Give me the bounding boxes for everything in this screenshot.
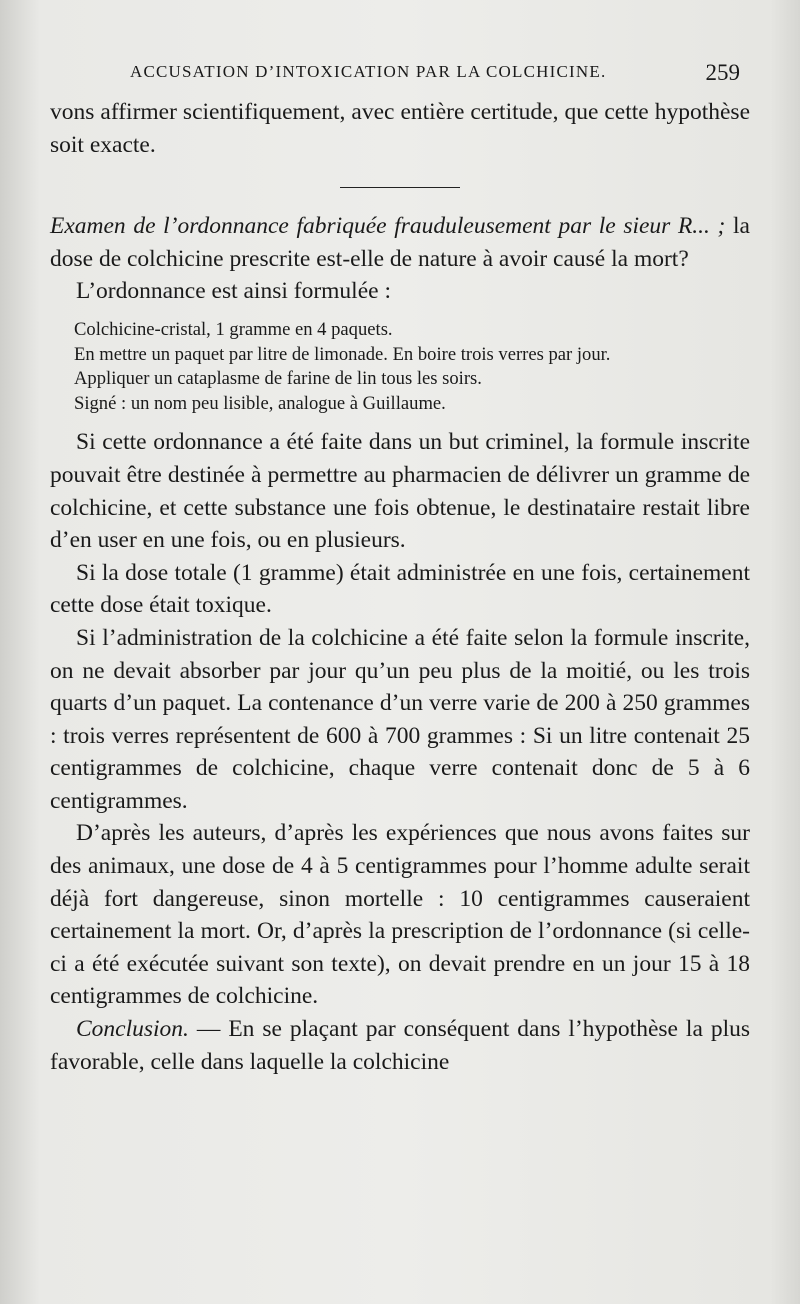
page-header — [130, 58, 740, 88]
section-heading — [50, 210, 750, 275]
conclusion-text: — En se plaçant par conséquent dans l’hypothèse la plus favorable, celle dans laquelle la colchicine — [50, 1016, 750, 1075]
paragraph-conclusion — [50, 1013, 750, 1078]
heading-italic: Examen de l’ordonnance fabriquée frauduleusement par le sieur R... ; — [50, 213, 726, 240]
paragraph-administration: Si l’administration de la colchicine a été faite selon la formule inscrite, on ne devait absorber par jour qu’un peu plus de la moitié, ou les trois quarts d’un paquet. La contenance d’un verre varie de 200 à 250 grammes : trois verres représentent de 600 à 700 grammes : Si un litre contenait 25 centigrammes de colchicine, chaque verre contenait donc de 5 à 6 centigrammes. — [50, 624, 750, 814]
prescription-block — [50, 318, 750, 416]
prescription-line: Colchicine-cristal, 1 gramme en 4 paquets. — [74, 318, 393, 340]
paragraph-intro: L’ordonnance est ainsi formulée : — [76, 278, 391, 305]
paragraph-total-dose: Si la dose totale (1 gramme) était administrée en une fois, certainement cette dose était toxique. — [50, 559, 750, 619]
heading-question: la dose de colchicine prescrite est-elle de nature à avoir causé la mort? — [50, 213, 750, 272]
page-number: 259 — [705, 60, 740, 85]
conclusion-label: Conclusion. — [76, 1016, 189, 1043]
paragraph-authors: D’après les auteurs, d’après les expériences que nous avons faites sur des animaux, une dose de 4 à 5 centigrammes pour l’homme adulte serait déjà fort dangereuse, sinon mortelle : 10 centigrammes causeraient certainement la mort. Or, d’après la prescription de l’ordonnance (si celle-ci a été exécutée suivant son texte), on devait prendre en un jour 15 à 18 centigrammes de colchicine. — [50, 820, 750, 1010]
paragraph-continuation: vons affirmer scientifiquement, avec entière certitude, que cette hypothèse soit exacte. — [50, 99, 750, 158]
body-text — [50, 96, 750, 1078]
running-head: ACCUSATION D’INTOXICATION PAR LA COLCHICINE. — [130, 62, 607, 81]
section-divider — [340, 187, 460, 188]
paragraph-criminal-aim: Si cette ordonnance a été faite dans un but criminel, la formule inscrite pouvait être destinée à permettre au pharmacien de délivrer un gramme de colchicine, et cette substance une fois obtenue, le destinataire restait libre d’en user en une fois, ou en plusieurs. — [50, 429, 750, 554]
prescription-line: Appliquer un cataplasme de farine de lin tous les soirs. — [74, 368, 482, 390]
prescription-line: Signé : un nom peu lisible, analogue à Guillaume. — [74, 392, 446, 414]
prescription-line: En mettre un paquet par litre de limonade. En boire trois verres par jour. — [74, 343, 611, 365]
